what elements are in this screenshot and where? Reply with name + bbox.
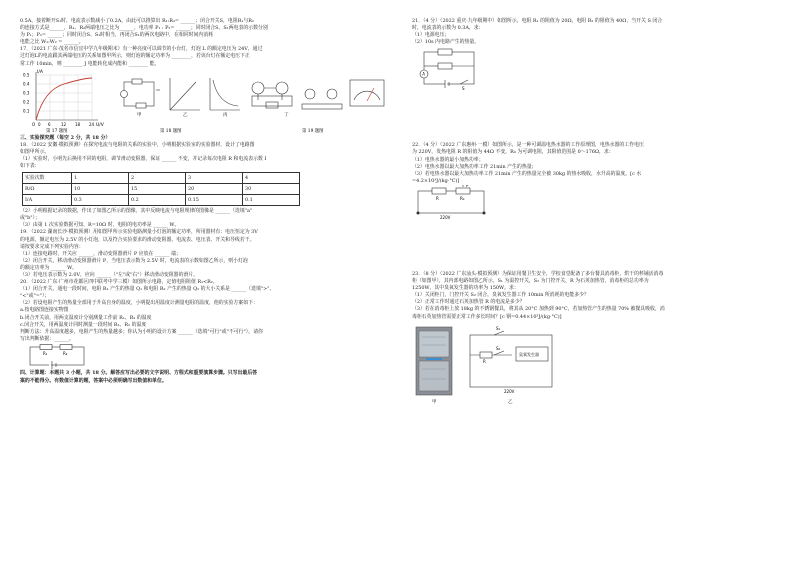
table-cell: 4 [243, 173, 300, 184]
q22-line: （3）若电热水器以最大加热功率工作 21min 产生的热量完全被 30kg 的热水吸收，水升高的温度。[c 水 [412, 170, 642, 177]
q20-line: "<"或"="）； [20, 293, 50, 300]
q18-line: （2）小明根据记录的数据，作出了如图乙所示的图像，其中反映电流与电阻规律的图像是 ______（选填"a" [20, 208, 253, 215]
fig-sub-label: 甲 [137, 112, 142, 118]
q18-graph-b [170, 78, 200, 110]
table-cell: 3 [186, 173, 243, 184]
answer-space [412, 92, 780, 142]
q18-line: （1）实验时，小明先后换用不同的电阻，调节滑动变阻器，保证 ______ 不变，并记录每次电阻 R 和电流表示数 I [20, 155, 267, 162]
table-row [23, 195, 300, 206]
voltage-label: 220V [440, 214, 451, 220]
x-tick: 0 [38, 121, 41, 127]
r0-label: R₀ [460, 195, 465, 201]
p-label: P [466, 184, 469, 188]
q19-line: 请按要求完成下列实验内容： [20, 243, 84, 250]
x-tick: 18 [75, 121, 81, 127]
q17-line: 常工作 10min，则 ________ J 电能转化成内能和 ________ 能。 [20, 60, 160, 67]
iv-graph [23, 69, 105, 128]
ozone-generator-label: 臭氧发生器 [519, 351, 539, 357]
y-tick: 0.3 [23, 90, 30, 96]
q23-figures [412, 325, 780, 405]
fig-sub-label: 甲 [432, 399, 437, 405]
table-cell: 1 [72, 173, 129, 184]
q20-line: 20．（2022 广东·广州市花都区四中联考中学三模）如图所示电路，定值电阻阻值 R₁<R₂。 [20, 279, 218, 286]
q16-line: 电能之比 W₁:W₂ = ______。 [20, 39, 84, 46]
q20-line: c.闭合开关，用两温度计同时测量一段时间 R₁、R₂ 的温度 [20, 321, 147, 328]
table-cell: 20 [186, 184, 243, 195]
q20-line: 判断方法：升高温度越多，电阻产生的热量越多；你认为小明的设计方案 ______（选填"可行"或"不可行"），请你 [20, 328, 263, 335]
q18-line: 如下表： [20, 163, 40, 170]
q18-line: 或"b"）； [20, 215, 40, 222]
q20-circuit [20, 343, 388, 369]
table-row [23, 184, 300, 195]
figure-strip [20, 68, 388, 134]
origin-label: O [32, 121, 36, 127]
right-column [412, 18, 780, 405]
q21-line: 21．（4 分）（2022 重庆·九年级期中）如图所示，电阻 R₁ 的阻值为 20Ω，电阻 R₂ 的阻值为 40Ω，当开关 S 闭合 [412, 18, 663, 24]
table-cell: 15 [129, 184, 186, 195]
q22-line: 22．（4 分）（2022 广东惠州·一模）如图所示，是一种可调温电热水器的工作原理图，电热水器的工作电压 [412, 142, 644, 149]
x-tick: 6 [48, 121, 51, 127]
q20-line: （1）闭合开关，通电一段时间，电阻 R₁ 产生的热量 Q₁ 和电阻 R₂ 产生的热量 Q₂ 的大小关系是 ______（选填">"、 [20, 286, 275, 293]
q18-circuit-a [121, 79, 161, 108]
q21-line: 时，电流表的示数为 0.3A，求： [412, 25, 484, 32]
q23-line: （2）正常工作时通过石英加热管 R 的电流是多少？ [412, 299, 525, 306]
q16-line: 0.5A，接着断开S₁时，电流表示数减小了0.2A，由此可以推算出 R₁:R₂= ______；闭合开关S，电阻R₁与R₂ [20, 18, 254, 24]
section-4-heading: 四、计算题：本题共 3 小题，共 18 分。解答应写出必要的文字说明、方程式和重要演算步骤。只写出最后答 [20, 369, 258, 376]
table-cell: 10 [72, 184, 129, 195]
y-tick: 0.5 [23, 72, 30, 78]
q22-line: （1）电热水器的最小加热功率； [412, 156, 484, 163]
s1-label: S₁ [496, 325, 501, 331]
q17-line: 17．（2021 广东·茂名市信宜中学九年级期末）有一种亮度可以调节的小台灯，灯泡 L 的额定电压为 24V，通过 [20, 46, 263, 53]
experiment-table [22, 172, 300, 206]
table-cell: I/A [23, 195, 72, 206]
table-row [23, 173, 300, 184]
q20-line: a.按电路图连接实物图 [20, 307, 69, 314]
fig-sub-label: 乙 [508, 399, 513, 405]
q22-circuit [412, 185, 780, 221]
y-axis-label: I/A [37, 69, 43, 75]
x-axis-label: U/V [96, 122, 104, 128]
q19-line: 的额定功率为 ______ W。 [20, 264, 78, 271]
q23-line: （1）关闭柜门，门控开关 S₂ 闭合，臭氧发生器工作 10min 所消耗的电能多少？ [412, 292, 589, 299]
q23-line: 毒柜石英加热管需要正常工作多长时间？[c 钢=0.44×10³J/(kg·°C)] [412, 313, 562, 320]
switch-label: S [462, 86, 465, 92]
q21-line: （1）电源电压； [412, 32, 450, 39]
q19-apparatus [252, 82, 342, 109]
q23-line: 23．（8 分）（2022 广东汕头·模拟预测）为保证用餐卫生安全，学校食堂配备了多台餐具消毒柜，烘干的杯铺活消毒 [412, 270, 664, 277]
q18-line: （3）由第 1 次实验数据可知，R=10Ω 时，电阻的电功率是 ______ W。 [20, 222, 180, 229]
q19-line: 的电源，额定电压为 2.5V 的小灯泡，以及符合实验要求的滑动变阻器、电流表、电压表、开关和导线若干。 [20, 236, 255, 243]
table-cell: 实验次数 [23, 173, 72, 184]
figure-caption: 第 19 题图 [302, 128, 324, 134]
q19-line: （3）若电压表示数为 2.0V，应向 ______（"左"或"右"）移动滑动变阻器的滑片。 [20, 271, 199, 278]
fig-sub-label: 乙 [183, 112, 188, 118]
fig-sub-label: 丁 [284, 112, 289, 118]
y-tick: 0.2 [23, 99, 30, 105]
table-cell: 30 [243, 184, 300, 195]
r-label: R [436, 195, 439, 201]
q19-line: （2）闭合开关，移动滑动变阻器滑片 P，当电压表示数为 2.5V 时，电流表的示数如图乙所示，则小灯泡 [20, 257, 248, 264]
r2-label: R₂ [63, 350, 68, 356]
section-4-heading: 案的不能得分。有数值计算的题，答案中必须明确写出数值和单位。 [20, 378, 167, 384]
figure-caption: 第 18 题图 [160, 128, 182, 134]
fig-sub-label: 丙 [223, 112, 228, 118]
disinfection-cabinet-image [416, 327, 452, 395]
q18-line: 如图甲所示。 [20, 148, 50, 155]
figures-svg [20, 68, 388, 134]
q20-line: （2）若设电阻产生的热量全部用于升高自身的温度，小明提出用温度计测量电阻的温度，他的实验方案如下： [20, 300, 258, 307]
q23-line: 1250W，其中臭氧发生器的功率为 150W。求： [412, 285, 519, 292]
table-cell: 0.2 [129, 195, 186, 206]
q18-graph-c [210, 78, 240, 110]
q19-line: （1）连接电路时，开关应 ______，滑动变阻器滑片 P 应放在 ______ 端； [20, 250, 181, 257]
q17-line: 过灯泡L的电流跟其两端电压的关系如图甲所示，则灯泡的额定功率为 ________，若该台灯在额定电压下正 [20, 53, 250, 60]
x-tick: 24 [89, 121, 95, 127]
left-column [20, 18, 388, 385]
table-cell: 0.1 [243, 195, 300, 206]
q23-line: （3）若在消毒柜上放 18kg 的不锈钢餐具，将其从 20°C 加热到 90°C，若加热管产生的热量 70% 被餐具吸收，消 [412, 306, 665, 313]
q22-line: （2）电热水器以最大加热功率工作 21min 产生的热量； [412, 163, 537, 170]
q19-line: 19．（2022 湖南长沙·模拟预测）用如图甲所示实验电路测量小灯泡的额定功率，所用器材有：电压恒定为 3V [20, 229, 258, 236]
voltage-label: 220V [504, 388, 515, 394]
q18-line: 18．（2022 安徽·模拟预测）在探究电流与电阻的关系的实验中，小明根据实验室的实验器材，设计了电路图 [20, 141, 255, 148]
x-tick: 12 [61, 121, 67, 127]
q22-line: =4.2×10³J/(kg·°C)] [412, 177, 460, 184]
q16-line: 为 P₁；P₂= ______；同时闭合S、S₁时相当，再闭合S₁的两次电路中，在相同时间内消耗 [20, 32, 214, 39]
table-cell: 0.3 [72, 195, 129, 206]
q22-line: 为 220V，发热电阻 R 的阻值为 44Ω 不变，R₀ 为可调电阻，其阻值范围是 0～176Ω，求： [412, 149, 614, 156]
q20-line: 写出判断依据：______。 [20, 335, 74, 342]
section-3-heading: 三、实验探究题（每空 2 分，共 18 分） [20, 134, 111, 141]
table-cell: R/Ω [23, 184, 72, 195]
ammeter-dial [350, 80, 384, 106]
figure-caption: 第 17 题图 [46, 128, 68, 134]
table-cell: 0.15 [186, 195, 243, 206]
q16-line: 的连接方式是______，R₁、R₂两端电压之比为______，电功率 P₁ : P₂= ______；同时闭合S、S₁两电表的示数分别 [20, 25, 268, 32]
answer-space [412, 221, 780, 271]
y-tick: 0.4 [23, 81, 30, 87]
q23-line: 柜（如图甲），其内部电路如图乙所示，S₁ 为温控开关，S₂ 为门控开关，R 为石英加热管，消毒柜的总功率为 [412, 278, 649, 285]
q21-line: （2）10s 内电路产生的热量。 [412, 39, 480, 46]
q21-circuit [412, 46, 780, 92]
r-label: R [483, 358, 486, 364]
q20-line: b.闭合开关前，用两支温度计分别测量工作前 R₁、R₂ 的温度 [20, 314, 152, 321]
ammeter-label: A [422, 71, 426, 77]
y-tick: 0.1 [23, 108, 30, 114]
s2-label: S₂ [496, 345, 501, 351]
table-cell: 2 [129, 173, 186, 184]
r1-label: R₁ [43, 350, 48, 356]
